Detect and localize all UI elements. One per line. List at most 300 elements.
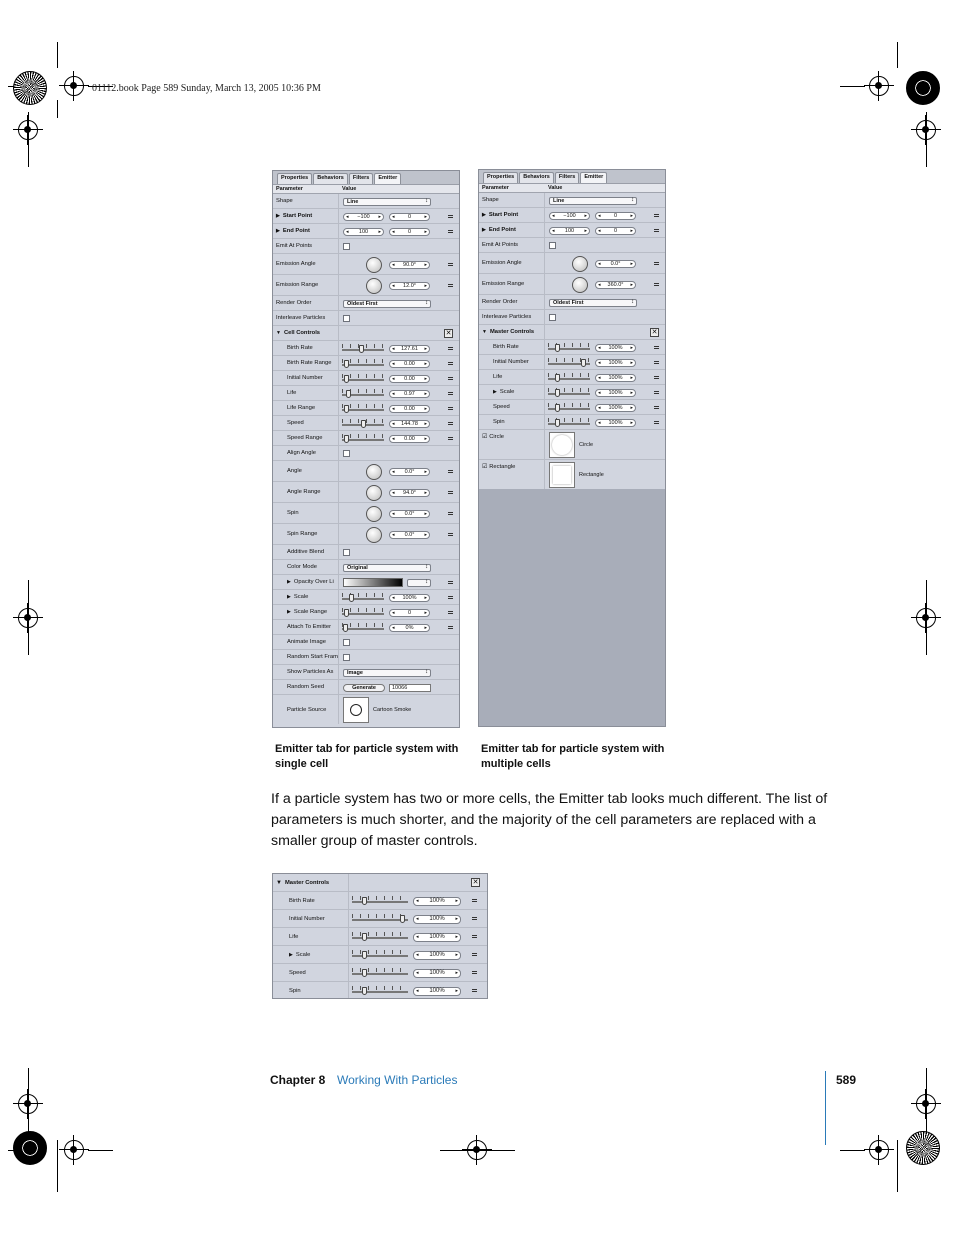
value-field[interactable]: ◂ 144.78 ▸ xyxy=(389,420,430,428)
master-controls-header xyxy=(273,874,487,892)
circle-shape-icon xyxy=(552,435,572,455)
generate-button[interactable]: Generate xyxy=(343,684,385,692)
param-label-text: Angle Range xyxy=(287,489,321,495)
keyframe-icon[interactable] xyxy=(448,377,453,380)
param-value xyxy=(339,620,459,634)
param-label xyxy=(273,326,339,340)
param-value xyxy=(339,560,459,574)
value-field[interactable]: ◂ 100% ▸ xyxy=(389,594,430,602)
param-row-interleave-particles xyxy=(273,311,459,326)
column-header-parameter: Parameter xyxy=(276,186,303,192)
value-slider[interactable] xyxy=(342,389,384,397)
param-label xyxy=(273,401,339,415)
particle-source-well[interactable] xyxy=(343,697,369,723)
angle-dial[interactable] xyxy=(366,485,382,501)
value-field[interactable]: ◂ 100% ▸ xyxy=(413,987,461,996)
param-row-emit-at-points xyxy=(479,238,665,253)
value-slider[interactable] xyxy=(342,404,384,412)
param-row-end-point xyxy=(479,223,665,238)
crop-mark xyxy=(897,42,898,68)
master-row-speed xyxy=(273,964,487,982)
value-slider[interactable] xyxy=(342,374,384,382)
keyframe-icon[interactable] xyxy=(472,935,477,938)
param-row-emission-range xyxy=(273,275,459,296)
param-label xyxy=(273,635,339,649)
param-row-render-order xyxy=(273,296,459,311)
param-row-color-mode xyxy=(273,560,459,575)
param-row-emit-at-points xyxy=(273,239,459,254)
param-value xyxy=(545,370,665,384)
param-label-text: Spin xyxy=(493,419,505,425)
param-label xyxy=(273,461,339,481)
slider-knob[interactable] xyxy=(343,624,348,632)
param-label-text: Render Order xyxy=(482,299,518,305)
value-slider[interactable] xyxy=(548,418,590,426)
checkbox[interactable] xyxy=(343,654,350,661)
slider-knob[interactable] xyxy=(362,951,367,959)
keyframe-icon[interactable] xyxy=(448,392,453,395)
param-label xyxy=(273,311,339,325)
slider-knob[interactable] xyxy=(349,594,354,602)
cell-name: Circle xyxy=(579,442,594,448)
disclosure-open-icon[interactable]: ▼ xyxy=(482,329,487,335)
keyframe-icon[interactable] xyxy=(448,596,453,599)
param-label xyxy=(273,946,349,963)
keyframe-icon[interactable] xyxy=(448,284,453,287)
param-label-text: Shape xyxy=(276,198,293,204)
slider-track xyxy=(548,393,590,395)
slider-ticks xyxy=(342,623,384,627)
value-field[interactable]: ◂ 0.0° ▸ xyxy=(389,531,430,539)
value-field[interactable]: ◂ 0 ▸ xyxy=(389,609,430,617)
slider-knob[interactable] xyxy=(555,374,560,382)
param-row-scale xyxy=(273,590,459,605)
value-field[interactable]: ◂ 0.0° ▸ xyxy=(389,468,430,476)
value-field[interactable]: ◂ 0.00 ▸ xyxy=(389,405,430,413)
keyframe-icon[interactable] xyxy=(472,899,477,902)
slider-knob[interactable] xyxy=(555,389,560,397)
param-row-start-point xyxy=(479,208,665,223)
slider-knob[interactable] xyxy=(344,435,349,443)
param-value xyxy=(349,928,487,945)
value-field[interactable]: ◂ 360.0° ▸ xyxy=(595,281,636,289)
param-label xyxy=(273,620,339,634)
disclosure-icon[interactable]: ▶ xyxy=(276,213,280,219)
value-field-x[interactable]: ◂ 100 ▸ xyxy=(343,228,384,236)
slider-knob[interactable] xyxy=(581,359,586,367)
value-field-y[interactable]: ◂ 0 ▸ xyxy=(595,227,636,235)
param-label-text: Circle xyxy=(489,434,505,440)
checkbox[interactable] xyxy=(343,450,350,457)
keyframe-icon[interactable] xyxy=(448,362,453,365)
param-value xyxy=(545,295,665,309)
slider-knob[interactable] xyxy=(400,915,405,923)
keyframe-icon[interactable] xyxy=(448,533,453,536)
popup-menu[interactable]: Oldest First ↕ xyxy=(343,300,431,308)
value-slider[interactable] xyxy=(352,896,408,904)
seed-field[interactable]: 10066 xyxy=(389,684,431,692)
tab-properties[interactable]: Properties xyxy=(277,173,312,184)
value-field[interactable]: ◂ 100% ▸ xyxy=(413,897,461,906)
param-label xyxy=(273,928,349,945)
param-row-circle xyxy=(479,430,665,460)
param-label xyxy=(273,910,349,927)
param-label xyxy=(273,254,339,274)
value-field[interactable]: ◂ 12.0° ▸ xyxy=(389,282,430,290)
slider-knob[interactable] xyxy=(344,609,349,617)
close-group-icon[interactable]: ✕ xyxy=(445,330,452,337)
param-value xyxy=(349,910,487,927)
param-value xyxy=(545,430,665,459)
keyframe-icon[interactable] xyxy=(448,512,453,515)
param-label xyxy=(273,239,339,253)
param-label xyxy=(273,356,339,370)
keyframe-icon[interactable] xyxy=(448,407,453,410)
registration-mark xyxy=(64,1140,84,1160)
param-label xyxy=(273,275,339,295)
slider-track xyxy=(352,955,408,957)
opacity-gradient[interactable] xyxy=(343,578,403,587)
keyframe-icon[interactable] xyxy=(448,491,453,494)
value-field[interactable]: ◂ 0.0° ▸ xyxy=(595,260,636,268)
value-field[interactable]: ◂ 100% ▸ xyxy=(413,933,461,942)
slider-knob[interactable] xyxy=(362,933,367,941)
master-row-birth-rate xyxy=(273,892,487,910)
param-label-text: Birth Rate xyxy=(287,345,313,351)
rectangle-shape-icon xyxy=(553,466,571,484)
keyframe-icon[interactable] xyxy=(654,361,659,364)
param-label-text: Rectangle xyxy=(489,464,516,470)
tab-properties[interactable]: Properties xyxy=(483,172,518,183)
keyframe-icon[interactable] xyxy=(448,230,453,233)
param-label-text: Start Point xyxy=(282,213,313,219)
checkbox[interactable] xyxy=(549,314,556,321)
checkbox[interactable] xyxy=(549,242,556,249)
value-field-x[interactable]: ◂ −100 ▸ xyxy=(549,212,590,220)
keyframe-icon[interactable] xyxy=(448,626,453,629)
keyframe-icon[interactable] xyxy=(654,346,659,349)
param-row-rectangle xyxy=(479,460,665,490)
master-row-spin xyxy=(273,982,487,999)
param-label xyxy=(479,460,545,489)
value-field[interactable]: ◂ 100% ▸ xyxy=(595,389,636,397)
keyframe-icon[interactable] xyxy=(472,989,477,992)
param-value xyxy=(349,982,487,999)
tab-emitter[interactable]: Emitter xyxy=(374,173,401,184)
param-label xyxy=(273,982,349,999)
param-label xyxy=(273,446,339,460)
value-field-x[interactable]: ◂ −100 ▸ xyxy=(343,213,384,221)
cell-name: Rectangle xyxy=(579,472,604,478)
param-row-end-point xyxy=(273,224,459,239)
column-header-value: Value xyxy=(342,186,357,192)
keyframe-icon[interactable] xyxy=(654,283,659,286)
param-value xyxy=(545,385,665,399)
value-field[interactable]: ◂ 0.00 ▸ xyxy=(389,360,430,368)
keyframe-icon[interactable] xyxy=(448,215,453,218)
popup-menu[interactable]: Original ↕ xyxy=(343,564,431,572)
value-field-y[interactable]: ◂ 0 ▸ xyxy=(389,213,430,221)
angle-dial[interactable] xyxy=(366,527,382,543)
star-target-mark xyxy=(906,71,940,105)
param-label xyxy=(273,341,339,355)
value-field[interactable]: ◂ 90.0° ▸ xyxy=(389,261,430,269)
param-label-text: Emission Range xyxy=(482,281,525,287)
keyframe-icon[interactable] xyxy=(448,263,453,266)
cell-source-well[interactable] xyxy=(549,462,575,488)
value-field-y[interactable]: ◂ 0 ▸ xyxy=(595,212,636,220)
value-field[interactable]: ◂ 100% ▸ xyxy=(595,419,636,427)
param-row-cell-controls xyxy=(273,326,459,341)
close-group-icon[interactable]: ✕ xyxy=(651,329,658,336)
keyframe-icon[interactable] xyxy=(654,391,659,394)
keyframe-icon[interactable] xyxy=(654,421,659,424)
disclosure-icon[interactable]: ▶ xyxy=(276,228,280,234)
disclosure-icon[interactable]: ▶ xyxy=(482,212,486,218)
keyframe-icon[interactable] xyxy=(448,470,453,473)
param-label xyxy=(273,296,339,310)
keyframe-icon[interactable] xyxy=(654,214,659,217)
param-value xyxy=(545,325,665,339)
angle-dial[interactable] xyxy=(366,257,382,273)
slider-knob[interactable] xyxy=(346,390,351,398)
value-slider[interactable] xyxy=(342,419,384,427)
gradient-preset-popup[interactable] xyxy=(407,579,431,587)
tab-filters[interactable]: Filters xyxy=(349,173,374,184)
slider-ticks xyxy=(548,403,590,407)
value-slider[interactable] xyxy=(548,343,590,351)
slider-ticks xyxy=(548,418,590,422)
tab-behaviors[interactable]: Behaviors xyxy=(313,173,348,184)
keyframe-icon[interactable] xyxy=(654,376,659,379)
slider-knob[interactable] xyxy=(361,420,366,428)
value-field[interactable]: ◂ 100% ▸ xyxy=(595,359,636,367)
slider-knob[interactable] xyxy=(344,375,349,383)
disclosure-icon[interactable]: ▶ xyxy=(482,227,486,233)
popup-menu[interactable]: Line ↕ xyxy=(549,197,637,205)
slider-ticks xyxy=(352,968,408,972)
disclosure-open-icon[interactable]: ▼ xyxy=(276,879,282,886)
keyframe-icon[interactable] xyxy=(654,229,659,232)
param-row-life xyxy=(479,370,665,385)
value-field[interactable]: ◂ 0% ▸ xyxy=(389,624,430,632)
value-field[interactable]: ◂ 0.00 ▸ xyxy=(389,375,430,383)
slider-knob[interactable] xyxy=(359,345,364,353)
param-label xyxy=(273,431,339,445)
value-field[interactable]: ◂ 100% ▸ xyxy=(413,951,461,960)
slider-ticks xyxy=(352,896,408,900)
param-label-text: Emission Range xyxy=(276,282,319,288)
close-group-icon[interactable]: ✕ xyxy=(472,879,479,886)
param-label xyxy=(273,874,349,891)
angle-dial[interactable] xyxy=(572,277,588,293)
slider-knob[interactable] xyxy=(362,987,367,995)
keyframe-icon[interactable] xyxy=(448,581,453,584)
param-row-spin xyxy=(479,415,665,430)
param-label xyxy=(273,695,339,724)
value-slider[interactable] xyxy=(342,359,384,367)
keyframe-icon[interactable] xyxy=(448,611,453,614)
param-label xyxy=(479,355,545,369)
value-field-x[interactable]: ◂ 100 ▸ xyxy=(549,227,590,235)
param-value xyxy=(339,275,459,295)
param-label xyxy=(479,370,545,384)
param-row-spin-range xyxy=(273,524,459,545)
value-slider[interactable] xyxy=(342,344,384,352)
keyframe-icon[interactable] xyxy=(654,262,659,265)
disclosure-icon[interactable]: ▶ xyxy=(287,594,291,600)
param-value xyxy=(349,946,487,963)
value-slider[interactable] xyxy=(548,373,590,381)
disclosure-icon[interactable]: ▶ xyxy=(287,609,291,615)
value-slider[interactable] xyxy=(548,358,590,366)
slider-knob[interactable] xyxy=(362,969,367,977)
disclosure-icon[interactable]: ▶ xyxy=(287,579,291,585)
slider-knob[interactable] xyxy=(555,344,560,352)
param-value xyxy=(339,296,459,310)
param-label xyxy=(273,386,339,400)
angle-dial[interactable] xyxy=(366,506,382,522)
keyframe-icon[interactable] xyxy=(448,422,453,425)
value-field[interactable]: ◂ 0.0° ▸ xyxy=(389,510,430,518)
slider-knob[interactable] xyxy=(344,360,349,368)
keyframe-icon[interactable] xyxy=(654,406,659,409)
value-field[interactable]: ◂ 127.61 ▸ xyxy=(389,345,430,353)
popup-menu[interactable]: Image ↕ xyxy=(343,669,431,677)
param-value xyxy=(339,545,459,559)
slider-knob[interactable] xyxy=(362,897,367,905)
value-field[interactable]: ◂ 100% ▸ xyxy=(595,374,636,382)
keyframe-icon[interactable] xyxy=(472,917,477,920)
popup-menu[interactable]: Oldest First ↕ xyxy=(549,299,637,307)
tab-filters[interactable]: Filters xyxy=(555,172,580,183)
param-label-text: Interleave Particles xyxy=(276,315,326,321)
disclosure-icon[interactable]: ▶ xyxy=(289,951,293,958)
param-value xyxy=(339,209,459,223)
param-label xyxy=(273,209,339,223)
param-label xyxy=(273,524,339,544)
value-field[interactable]: ◂ 100% ▸ xyxy=(413,969,461,978)
value-slider[interactable] xyxy=(352,986,408,994)
param-label xyxy=(273,416,339,430)
param-label-text: Scale xyxy=(499,389,515,395)
param-label-text: Attach To Emitter xyxy=(287,624,332,630)
value-field[interactable]: ◂ 100% ▸ xyxy=(595,344,636,352)
value-field[interactable]: ◂ 0.97 ▸ xyxy=(389,390,430,398)
param-label-text: Animate Image xyxy=(287,639,326,645)
value-field[interactable]: ◂ 100% ▸ xyxy=(413,915,461,924)
page-number: 589 xyxy=(836,1073,857,1087)
crop-mark xyxy=(840,1150,865,1151)
value-slider[interactable] xyxy=(548,403,590,411)
disclosure-icon[interactable]: ▶ xyxy=(493,389,497,395)
value-slider[interactable] xyxy=(352,932,408,940)
slider-knob[interactable] xyxy=(555,419,560,427)
param-label xyxy=(479,223,545,237)
param-label-text: Spin xyxy=(289,987,301,994)
param-value xyxy=(545,415,665,429)
slider-knob[interactable] xyxy=(344,405,349,413)
disclosure-open-icon[interactable]: ▼ xyxy=(276,330,281,336)
slider-ticks xyxy=(548,373,590,377)
value-slider[interactable] xyxy=(342,434,384,442)
keyframe-icon[interactable] xyxy=(448,437,453,440)
slider-track xyxy=(342,598,384,600)
footer-chapter-title[interactable]: Working With Particles xyxy=(337,1073,458,1087)
popup-menu[interactable]: Line ↕ xyxy=(343,198,431,206)
value-slider[interactable] xyxy=(342,593,384,601)
angle-dial[interactable] xyxy=(366,464,382,480)
param-label-text: Initial Number xyxy=(287,375,323,381)
column-header xyxy=(479,184,665,193)
param-value xyxy=(339,401,459,415)
param-value xyxy=(339,356,459,370)
value-slider[interactable] xyxy=(548,388,590,396)
param-row-speed-range xyxy=(273,431,459,446)
cell-source-well[interactable] xyxy=(549,432,575,458)
param-label-text: Life Range xyxy=(287,405,316,411)
param-label-text: Life xyxy=(493,374,503,380)
checkbox[interactable] xyxy=(343,243,350,250)
value-field[interactable]: ◂ 94.0° ▸ xyxy=(389,489,430,497)
angle-dial[interactable] xyxy=(366,278,382,294)
value-field-y[interactable]: ◂ 0 ▸ xyxy=(389,228,430,236)
master-row-life xyxy=(273,928,487,946)
checkbox[interactable] xyxy=(343,549,350,556)
value-slider[interactable] xyxy=(352,968,408,976)
value-slider[interactable] xyxy=(342,623,384,631)
param-label-text: Speed xyxy=(287,420,304,426)
param-row-additive-blend xyxy=(273,545,459,560)
caption-multiple-cells: Emitter tab for particle system with multiple cells xyxy=(481,743,665,770)
param-value xyxy=(545,223,665,237)
param-value xyxy=(545,310,665,324)
value-field[interactable]: ◂ 0.00 ▸ xyxy=(389,435,430,443)
param-label-text: Cell Controls xyxy=(283,330,321,336)
param-value xyxy=(339,680,459,694)
param-value xyxy=(349,892,487,909)
angle-dial[interactable] xyxy=(572,256,588,272)
slider-knob[interactable] xyxy=(555,404,560,412)
param-value xyxy=(545,340,665,354)
value-slider[interactable] xyxy=(352,914,408,922)
checkbox[interactable] xyxy=(343,315,350,322)
value-slider[interactable] xyxy=(342,608,384,616)
param-value xyxy=(349,874,487,891)
keyframe-icon[interactable] xyxy=(472,971,477,974)
param-label-text: Emission Angle xyxy=(276,261,316,267)
param-value xyxy=(339,446,459,460)
cell-enable-checkbox[interactable]: ☑ xyxy=(482,434,488,440)
column-header xyxy=(273,185,459,194)
cell-enable-checkbox[interactable]: ☑ xyxy=(482,464,488,470)
param-value xyxy=(339,311,459,325)
param-label xyxy=(479,385,545,399)
keyframe-icon[interactable] xyxy=(472,953,477,956)
value-slider[interactable] xyxy=(352,950,408,958)
param-value xyxy=(339,341,459,355)
param-row-random-start-fram xyxy=(273,650,459,665)
value-field[interactable]: ◂ 100% ▸ xyxy=(595,404,636,412)
param-value xyxy=(339,254,459,274)
param-label-text: Shape xyxy=(482,197,499,203)
tab-emitter[interactable]: Emitter xyxy=(580,172,607,183)
keyframe-icon[interactable] xyxy=(448,347,453,350)
checkbox[interactable] xyxy=(343,639,350,646)
slider-ticks xyxy=(352,950,408,954)
tab-behaviors[interactable]: Behaviors xyxy=(519,172,554,183)
param-row-animate-image xyxy=(273,635,459,650)
